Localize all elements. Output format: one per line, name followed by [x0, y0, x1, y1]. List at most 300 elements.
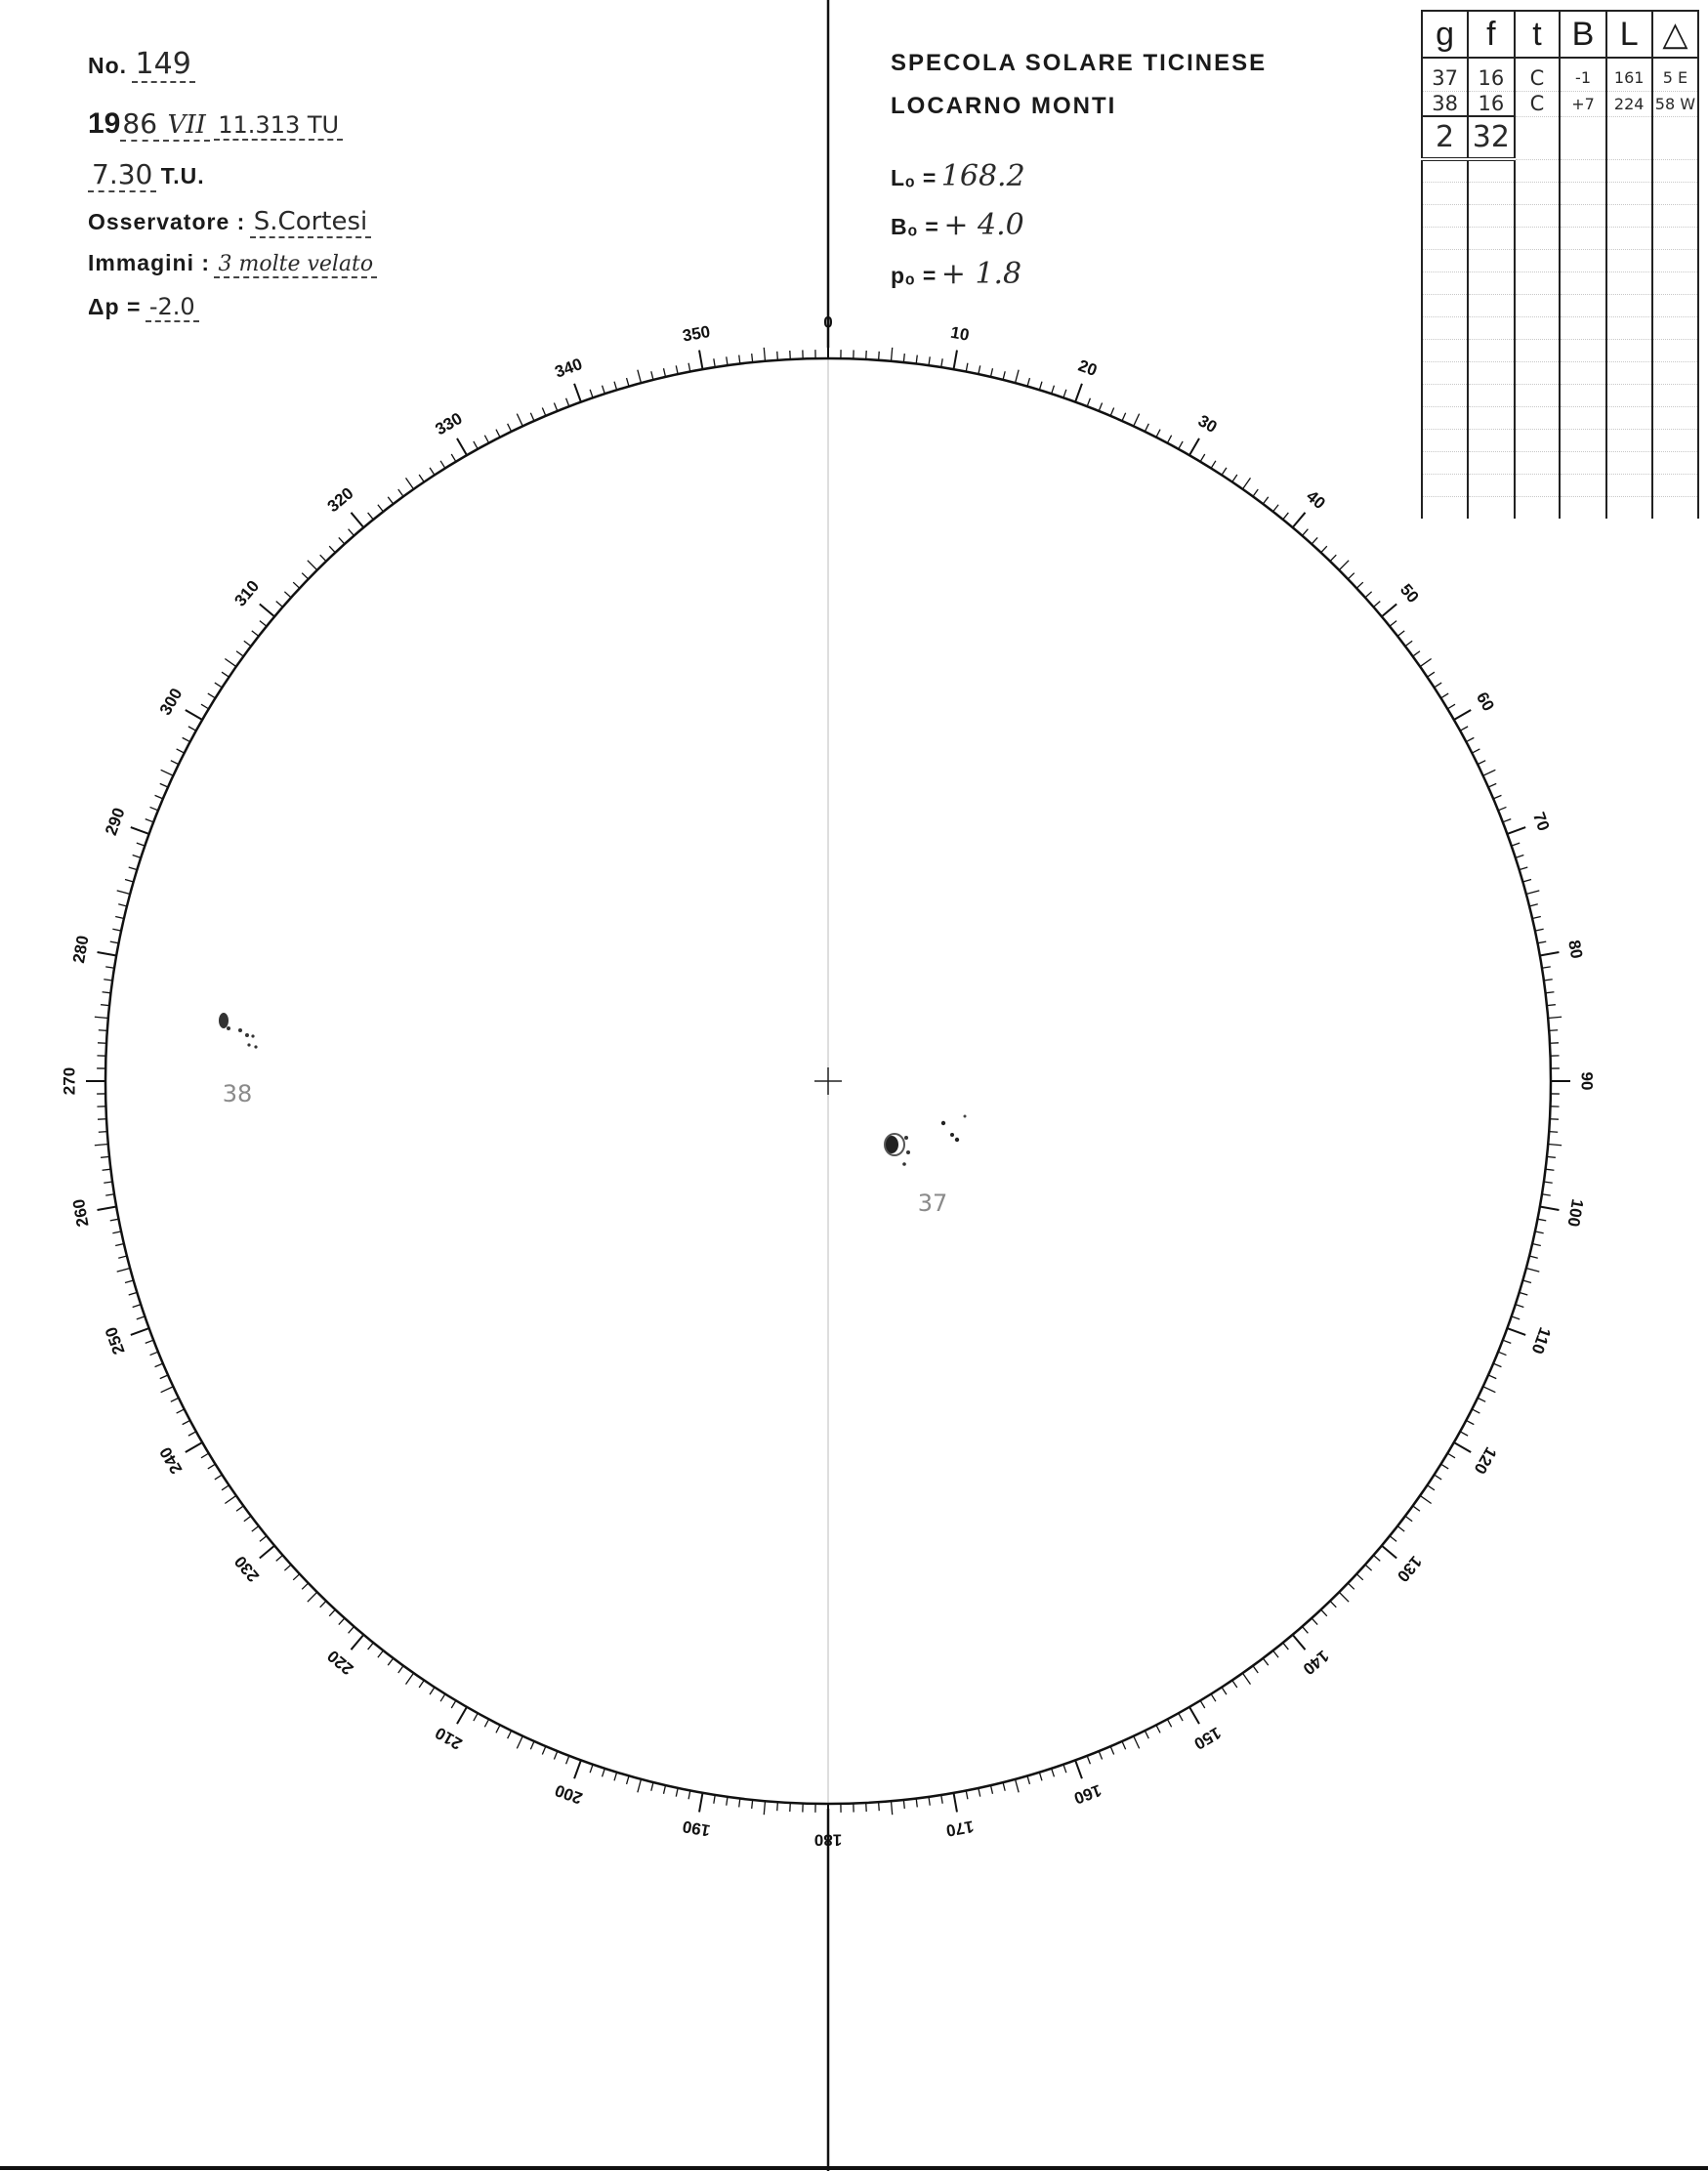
degree-tick: [1075, 1760, 1082, 1778]
degree-tick: [1075, 384, 1082, 402]
sunspot-37-spot: [950, 1133, 954, 1137]
degree-tick: [1529, 1256, 1538, 1258]
degree-tick: [215, 683, 223, 688]
degree-tick: [966, 363, 968, 372]
degree-label-150: 150: [1190, 1723, 1225, 1754]
degree-tick: [1211, 1694, 1216, 1702]
sheet-number-label: No.: [88, 53, 128, 78]
degree-tick: [941, 358, 942, 367]
sunspot-38-spot: [254, 1045, 257, 1048]
observer-label: Osservatore :: [88, 209, 246, 234]
degree-tick: [183, 1420, 190, 1424]
degree-tick: [101, 1005, 109, 1006]
degree-tick: [1522, 880, 1531, 882]
degree-tick: [1466, 1420, 1474, 1424]
degree-tick: [302, 573, 308, 579]
degree-tick: [1339, 1592, 1349, 1602]
degree-tick: [155, 795, 163, 799]
table-cell: 58 W: [1652, 91, 1698, 116]
table-total-row: [1422, 116, 1698, 159]
sunspot-38-spot: [245, 1033, 249, 1037]
degree-tick: [1488, 783, 1496, 787]
degree-tick: [1540, 1206, 1560, 1209]
degree-tick: [133, 1305, 142, 1308]
L0-value: 168.2: [940, 159, 1025, 193]
degree-tick: [105, 1194, 114, 1195]
degree-tick: [1512, 1316, 1521, 1319]
degree-tick: [104, 980, 112, 981]
degree-tick: [320, 1601, 326, 1607]
degree-tick: [1242, 1673, 1250, 1684]
degree-tick: [99, 1132, 107, 1133]
sunspot-group-38-label: 38: [222, 1080, 253, 1107]
degree-tick: [542, 408, 546, 416]
table-cell: C: [1515, 91, 1561, 116]
degree-tick: [714, 358, 715, 367]
degree-label-200: 200: [552, 1780, 585, 1808]
degree-label-10: 10: [948, 322, 971, 345]
degree-tick: [215, 1475, 223, 1480]
degree-tick: [1503, 819, 1511, 822]
L0-label: Lₒ =: [891, 165, 937, 190]
degree-tick: [171, 1398, 179, 1401]
degree-tick: [115, 1243, 124, 1245]
degree-tick: [1356, 1574, 1363, 1580]
degree-tick: [1542, 1194, 1551, 1195]
B0-row: [891, 208, 1024, 242]
degree-tick: [517, 1736, 522, 1749]
degree-label-240: 240: [155, 1443, 187, 1478]
degree-tick: [1454, 1442, 1471, 1452]
degree-tick: [1529, 904, 1538, 906]
degree-tick: [1232, 1680, 1237, 1687]
degree-label-170: 170: [944, 1816, 976, 1841]
degree-tick: [651, 371, 653, 380]
observatory-header: [891, 44, 1398, 298]
degree-tick: [1016, 1779, 1020, 1793]
date-row: [88, 107, 343, 141]
degree-label-190: 190: [681, 1816, 712, 1841]
degree-tick: [1167, 1719, 1171, 1727]
degree-tick: [990, 368, 992, 377]
total-spots: 32: [1468, 116, 1514, 159]
degree-tick: [146, 819, 153, 822]
degree-tick: [1488, 1375, 1496, 1379]
degree-tick: [276, 1555, 283, 1561]
degree-label-180: 180: [813, 1830, 843, 1850]
degree-tick: [302, 1583, 308, 1589]
degree-tick: [496, 430, 500, 438]
degree-tick: [1535, 929, 1544, 931]
degree-tick: [1200, 1700, 1205, 1708]
images-row: [88, 250, 377, 276]
degree-tick: [1540, 952, 1560, 955]
degree-tick: [419, 475, 424, 481]
degree-tick: [1293, 513, 1306, 527]
degree-tick: [1189, 438, 1199, 455]
degree-tick: [1532, 1243, 1541, 1245]
degree-tick: [1390, 621, 1396, 627]
degree-tick: [1039, 1773, 1042, 1781]
degree-tick: [105, 967, 114, 968]
degree-tick: [1435, 1475, 1442, 1480]
degree-tick: [137, 843, 146, 846]
degree-tick: [308, 1592, 317, 1602]
degree-tick: [1122, 1741, 1126, 1749]
table-cell: -1: [1560, 65, 1605, 91]
degree-tick: [1145, 1731, 1148, 1738]
degree-tick: [1478, 1398, 1485, 1401]
degree-tick: [1122, 413, 1126, 421]
degree-tick: [1516, 856, 1524, 858]
degree-tick: [1232, 475, 1237, 481]
degree-tick: [378, 1650, 384, 1657]
degree-tick: [1293, 1635, 1306, 1649]
degree-tick: [1179, 1713, 1183, 1721]
degree-tick: [155, 1363, 163, 1367]
degree-tick: [941, 1795, 942, 1804]
degree-tick: [1222, 468, 1227, 476]
degree-tick: [201, 704, 209, 709]
degree-tick: [398, 1666, 403, 1673]
degree-tick: [171, 761, 179, 765]
degree-tick: [1365, 1565, 1372, 1570]
degree-tick: [260, 604, 274, 616]
group-table-grid: [1421, 10, 1699, 519]
degree-label-340: 340: [552, 355, 585, 382]
degree-tick: [590, 1765, 593, 1774]
degree-tick: [903, 354, 904, 362]
images-value: 3 molte velato: [214, 252, 377, 278]
degree-tick: [430, 468, 435, 476]
degree-label-30: 30: [1194, 411, 1221, 438]
degree-tick: [95, 1144, 108, 1145]
degree-tick: [378, 505, 384, 512]
degree-tick: [177, 1409, 185, 1413]
degree-label-50: 50: [1396, 580, 1423, 606]
degree-tick: [1110, 1746, 1114, 1754]
sunspot-37-spot: [964, 1115, 967, 1118]
degree-tick: [419, 1680, 424, 1687]
degree-tick: [1493, 795, 1501, 799]
degree-tick: [1405, 641, 1412, 646]
degree-tick: [329, 1609, 335, 1616]
degree-tick: [508, 1731, 512, 1738]
degree-tick: [484, 1719, 488, 1727]
degree-tick: [727, 356, 728, 365]
sunspot-38-spot: [227, 1026, 230, 1030]
degree-tick: [953, 351, 956, 370]
degree-tick: [276, 602, 283, 607]
degree-tick: [284, 592, 291, 598]
degree-label-270: 270: [60, 1066, 79, 1096]
degree-tick: [1052, 1769, 1055, 1777]
degree-tick: [125, 880, 134, 882]
degree-tick: [186, 710, 202, 720]
degree-tick: [137, 1316, 146, 1319]
degree-tick: [368, 1643, 374, 1649]
table-cell: 37: [1422, 65, 1468, 91]
degree-tick: [1441, 1464, 1449, 1469]
degree-tick: [1397, 631, 1404, 637]
degree-tick: [530, 413, 534, 421]
degree-tick: [1134, 414, 1140, 427]
degree-tick: [125, 1280, 134, 1282]
sunspot-38-spot: [238, 1028, 242, 1032]
degree-label-220: 220: [323, 1646, 357, 1679]
degree-tick: [1110, 408, 1114, 416]
degree-tick: [614, 1773, 617, 1781]
degree-tick: [627, 378, 629, 387]
degree-tick: [1397, 1526, 1404, 1532]
degree-tick: [1478, 761, 1485, 765]
table-header-row: [1422, 11, 1698, 58]
degree-tick: [1156, 1725, 1160, 1733]
table-cell: 161: [1606, 65, 1652, 91]
degree-tick: [627, 1775, 629, 1784]
degree-tick: [1460, 1432, 1468, 1436]
degree-tick: [440, 461, 445, 469]
degree-tick: [329, 546, 335, 553]
degree-tick: [188, 727, 196, 731]
degree-tick: [117, 1269, 131, 1273]
observatory-location: LOCARNO MONTI: [891, 93, 1117, 119]
degree-tick: [98, 952, 117, 955]
degree-tick: [351, 513, 363, 527]
degree-label-310: 310: [230, 576, 264, 610]
p0-label: pₒ =: [891, 263, 937, 288]
table-cell: 16: [1468, 65, 1514, 91]
sunspot-37-spot: [906, 1150, 910, 1154]
degree-tick: [451, 454, 456, 462]
degree-tick: [1283, 513, 1289, 520]
degree-tick: [1545, 992, 1554, 993]
date-day: 11.313 TU: [214, 111, 343, 141]
degree-tick: [1549, 1132, 1558, 1133]
B0-label: Bₒ =: [891, 214, 939, 239]
degree-tick: [1537, 941, 1546, 943]
degree-tick: [1330, 555, 1336, 561]
degree-tick: [574, 1760, 581, 1778]
degree-tick: [1507, 1328, 1525, 1335]
degree-tick: [398, 489, 403, 496]
L0-row: [891, 159, 1025, 193]
degree-tick: [929, 356, 930, 365]
column-header-delta: △: [1652, 11, 1698, 58]
degree-tick: [699, 1793, 702, 1813]
degree-tick: [891, 348, 892, 361]
degree-tick: [160, 1375, 168, 1379]
degree-tick: [1253, 1666, 1258, 1673]
observer-row: [88, 207, 371, 236]
degree-tick: [244, 1516, 251, 1521]
degree-tick: [474, 1713, 478, 1721]
degree-tick: [1548, 1144, 1562, 1145]
degree-tick: [1498, 807, 1506, 810]
degree-tick: [118, 1256, 127, 1258]
degree-tick: [739, 355, 740, 364]
p0-value: + 1.8: [940, 257, 1022, 291]
degree-tick: [118, 904, 127, 906]
degree-tick: [1063, 1765, 1066, 1774]
degree-tick: [1542, 967, 1551, 968]
degree-tick: [208, 1464, 216, 1469]
degree-tick: [1339, 561, 1349, 570]
degree-tick: [1420, 659, 1431, 667]
degree-tick: [161, 1387, 174, 1393]
sunspot-group-table: [1421, 10, 1699, 607]
degree-tick: [293, 1574, 300, 1580]
degree-tick: [183, 737, 190, 741]
degree-tick: [1003, 371, 1005, 380]
sunspot-37-spot: [904, 1136, 908, 1140]
degree-tick: [752, 354, 753, 362]
degree-tick: [966, 1790, 968, 1799]
degree-tick: [339, 1618, 345, 1625]
degree-tick: [115, 917, 124, 919]
degree-tick: [714, 1795, 715, 1804]
degree-tick: [244, 641, 251, 646]
degree-tick: [1087, 398, 1090, 406]
degree-tick: [1263, 497, 1268, 504]
degree-tick: [554, 1751, 557, 1759]
degree-tick: [1063, 390, 1066, 398]
p0-row: [891, 257, 1021, 291]
degree-label-80: 80: [1564, 939, 1587, 961]
degree-tick: [131, 1328, 149, 1335]
degree-tick: [1039, 382, 1042, 391]
degree-tick: [1413, 1506, 1420, 1511]
degree-tick: [1027, 378, 1029, 387]
degree-tick: [1545, 1169, 1554, 1170]
table-cell: 5 E: [1652, 65, 1698, 91]
degree-tick: [1348, 573, 1354, 579]
degree-tick: [484, 436, 488, 443]
degree-tick: [929, 1797, 930, 1806]
table-row: [1422, 91, 1698, 116]
degree-tick: [891, 1801, 892, 1815]
degree-label-250: 250: [102, 1324, 129, 1357]
degree-tick: [542, 1746, 546, 1754]
degree-tick: [664, 1785, 666, 1794]
degree-tick: [1052, 386, 1055, 395]
degree-tick: [1526, 891, 1540, 895]
table-cell: 38: [1422, 91, 1468, 116]
degree-tick: [1503, 1340, 1511, 1343]
degree-tick: [903, 1800, 904, 1809]
degree-tick: [699, 351, 702, 370]
degree-tick: [603, 1769, 605, 1777]
degree-tick: [1420, 1495, 1431, 1503]
table-row: [1422, 65, 1698, 91]
degree-tick: [1547, 1156, 1556, 1157]
degree-tick: [1099, 403, 1102, 411]
degree-tick: [260, 1546, 274, 1559]
degree-tick: [349, 1626, 354, 1633]
time-row: [88, 158, 205, 190]
degree-label-140: 140: [1299, 1646, 1333, 1679]
degree-tick: [727, 1797, 728, 1806]
degree-label-110: 110: [1527, 1324, 1555, 1357]
degree-label-330: 330: [432, 408, 466, 439]
degree-tick: [1273, 1650, 1279, 1657]
time-unit: T.U.: [160, 163, 205, 188]
degree-tick: [1167, 436, 1171, 443]
degree-tick: [651, 1782, 653, 1791]
degree-tick: [739, 1798, 740, 1807]
degree-tick: [1003, 1782, 1005, 1791]
degree-tick: [161, 770, 174, 775]
degree-tick: [664, 368, 666, 377]
sunspot-group-37: [885, 1115, 967, 1218]
degree-tick: [676, 365, 678, 374]
degree-tick: [320, 555, 326, 561]
degree-tick: [117, 891, 131, 895]
degree-tick: [590, 390, 593, 398]
degree-tick: [308, 561, 317, 570]
column-header-B: B: [1560, 11, 1605, 58]
sunspot-group-37-label: 37: [917, 1190, 948, 1217]
degree-tick: [1447, 1453, 1455, 1458]
degree-tick: [457, 438, 467, 455]
degree-tick: [222, 672, 229, 677]
images-label: Immagini :: [88, 250, 211, 275]
degree-label-120: 120: [1470, 1443, 1501, 1478]
degree-tick: [388, 497, 393, 504]
degree-tick: [953, 1793, 956, 1813]
degree-label-60: 60: [1472, 689, 1498, 715]
degree-tick: [777, 1802, 778, 1811]
degree-tick: [879, 1802, 880, 1811]
delta-p-value: -2.0: [146, 293, 199, 322]
degree-tick: [99, 1030, 107, 1031]
degree-tick: [1441, 693, 1449, 698]
delta-p-label: Δp =: [88, 294, 142, 319]
degree-tick: [1493, 1363, 1501, 1367]
degree-tick: [177, 749, 185, 753]
sunspot-38-spot: [251, 1034, 254, 1037]
degree-tick: [186, 1442, 202, 1452]
degree-tick: [1302, 529, 1308, 536]
degree-tick: [349, 529, 354, 536]
degree-tick: [1253, 489, 1258, 496]
degree-tick: [110, 941, 119, 943]
degree-tick: [1472, 1409, 1479, 1413]
degree-tick: [1548, 1017, 1562, 1018]
degree-tick: [225, 1495, 235, 1503]
column-header-L: L: [1606, 11, 1652, 58]
degree-tick: [1373, 602, 1380, 607]
degree-tick: [1087, 1756, 1090, 1764]
degree-tick: [440, 1694, 445, 1702]
degree-label-320: 320: [323, 483, 357, 517]
B0-value: + 4.0: [943, 208, 1024, 242]
degree-tick: [1520, 867, 1528, 870]
degree-tick: [293, 582, 300, 588]
time-value: 7.30: [88, 158, 156, 192]
sunspot-38-leader: [219, 1013, 229, 1028]
degree-tick: [252, 631, 259, 637]
degree-tick: [1454, 710, 1471, 720]
observation-header: [88, 39, 674, 332]
degree-tick: [1365, 592, 1372, 598]
degree-tick: [574, 384, 581, 402]
observer-value: S.Cortesi: [250, 207, 371, 238]
degree-tick: [103, 1169, 111, 1170]
degree-tick: [160, 783, 168, 787]
degree-tick: [764, 348, 765, 361]
observatory-name: SPECOLA SOLARE TICINESE: [891, 50, 1268, 76]
